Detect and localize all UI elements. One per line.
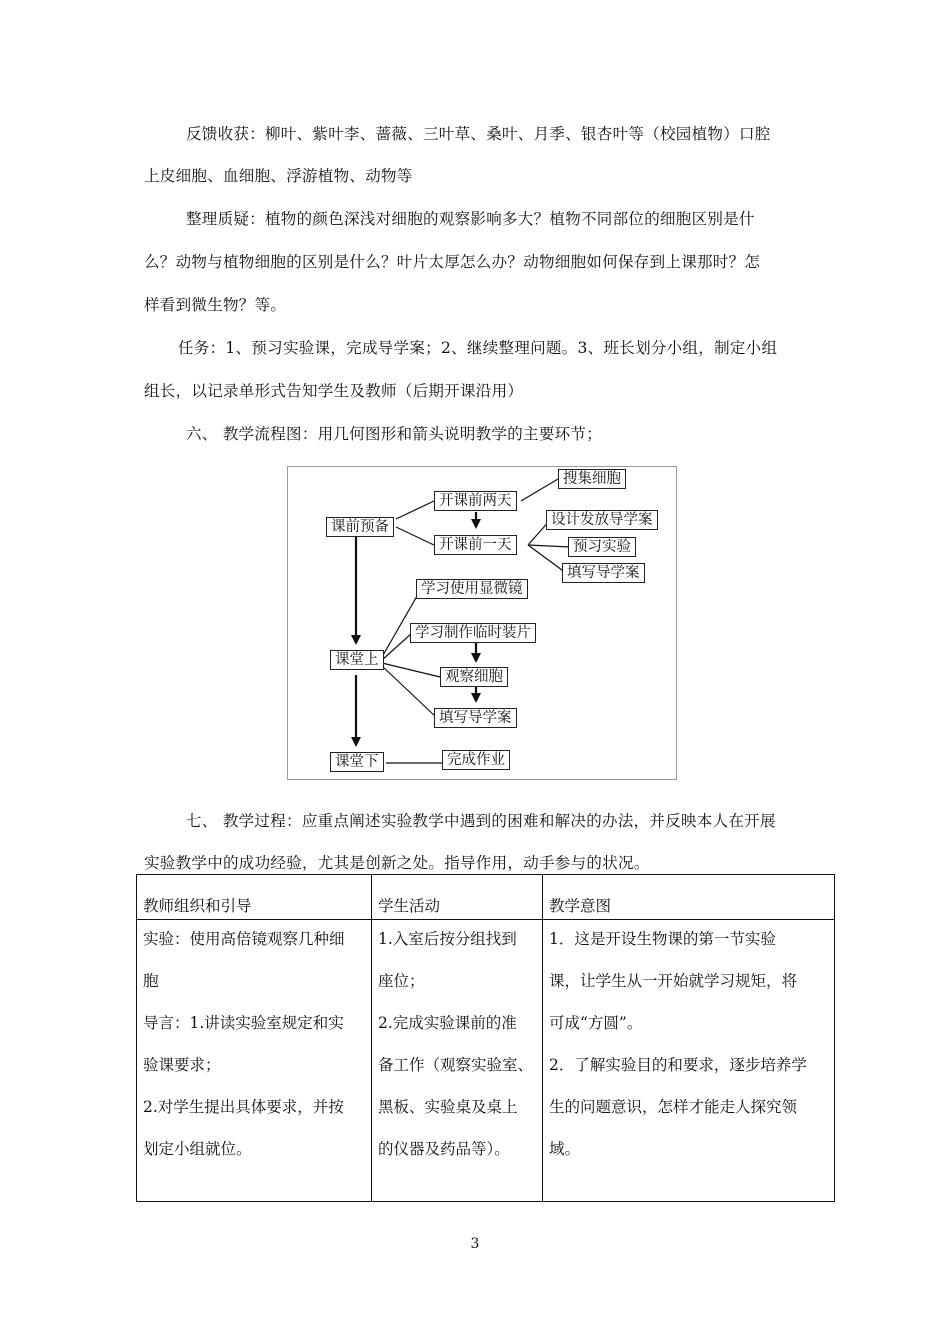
cell-teacher: 实验：使用高倍镜观察几种细 胞 导言：1.讲读实验室规定和实 验课要求； 2.对学生提出具体要求，并按 划定小组就位。 — [137, 920, 372, 1202]
header-teacher: 教师组织和引导 — [137, 875, 372, 920]
box-after-class: 课堂下 — [330, 752, 384, 772]
paragraph-task-line1: 任务：1、预习实验课，完成导学案；2、继续整理问题。3、班长划分小组，制定小组 — [178, 339, 778, 357]
box-before-class: 课前预备 — [326, 517, 394, 537]
cell-intent: 1．这是开设生物课的第一节实验 课，让学生从一开始就学习规矩，将 可成“方圆”。 2．了解实验目的和要求，逐步培养学 生的问题意识，怎样才能走人探究领 域。 — [543, 920, 835, 1202]
box-two-days-before: 开课前两天 — [434, 491, 517, 511]
box-learn-microscope: 学习使用显微镜 — [416, 579, 528, 599]
box-fill-guide-2: 填写导学案 — [434, 708, 517, 728]
paragraph-feedback-line2: 上皮细胞、血细胞、浮游植物、动物等 — [144, 167, 413, 185]
box-one-day-before: 开课前一天 — [434, 535, 517, 555]
box-design-guide: 设计发放导学案 — [546, 510, 658, 530]
table-row — [137, 920, 835, 1202]
box-collect-cells: 搜集细胞 — [558, 469, 626, 489]
section7-line2: 实验教学中的成功经验，尤其是创新之处。指导作用，动手参与的状况。 — [144, 854, 650, 872]
teaching-process-table — [136, 874, 835, 1202]
cell-student: 1.入室后按分组找到 座位； 2.完成实验课前的准 备工作（观察实验室、 黑板、实验桌及桌上 的仪器及药品等）。 — [372, 920, 543, 1202]
teaching-flowchart — [287, 466, 677, 780]
box-fill-guide-1: 填写导学案 — [562, 563, 645, 583]
box-in-class: 课堂上 — [330, 650, 384, 670]
header-intent: 教学意图 — [543, 875, 835, 920]
box-preview-experiment: 预习实验 — [568, 537, 636, 557]
paragraph-feedback-line1: 反馈收获：柳叶、紫叶李、蔷薇、三叶草、桑叶、月季、银杏叶等（校园植物）口腔 — [186, 125, 771, 143]
table-header-row — [137, 875, 835, 920]
box-learn-slides: 学习制作临时装片 — [410, 623, 536, 643]
paragraph-questions-line2: 么？动物与植物细胞的区别是什么？叶片太厚怎么办？动物细胞如何保存到上课那时？怎 — [144, 253, 761, 271]
page-number: 3 — [470, 1236, 480, 1252]
header-student: 学生活动 — [372, 875, 543, 920]
box-observe-cells: 观察细胞 — [440, 667, 508, 687]
paragraph-questions-line1: 整理质疑：植物的颜色深浅对细胞的观察影响多大？植物不同部位的细胞区别是什 — [186, 210, 755, 228]
section7-line1: 七、 教学过程：应重点阐述实验教学中遇到的困难和解决的办法，并反映本人在开展 — [186, 812, 776, 830]
section6-heading: 六、 教学流程图：用几何图形和箭头说明教学的主要环节； — [186, 425, 603, 443]
paragraph-task-line2: 组长，以记录单形式告知学生及教师（后期开课沿用） — [144, 382, 524, 400]
paragraph-questions-line3: 样看到微生物？等。 — [144, 296, 287, 314]
box-homework: 完成作业 — [442, 750, 510, 770]
